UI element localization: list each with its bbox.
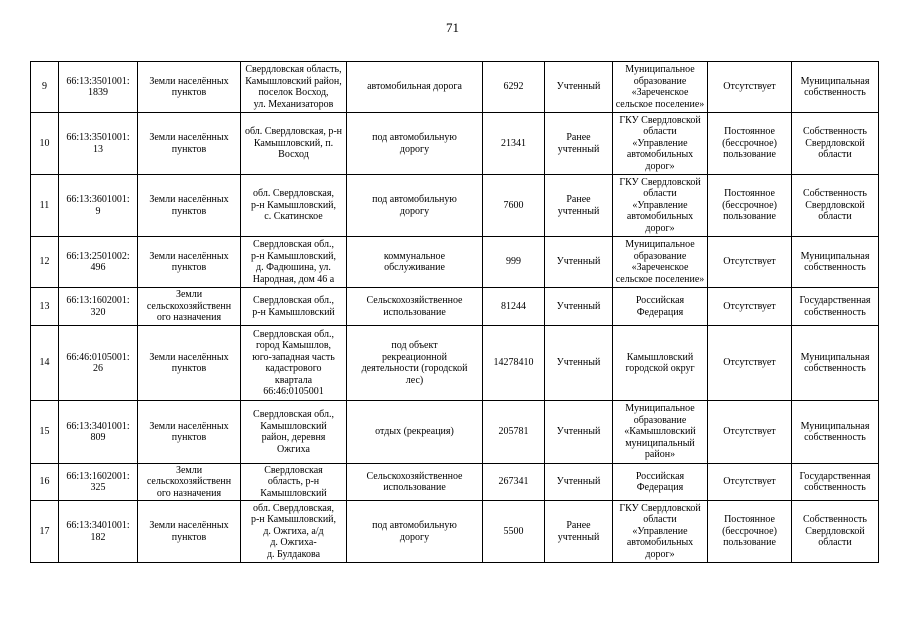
cadastral-number-cell: 66:13:2501002: 496 — [59, 237, 138, 288]
permitted-use-cell: коммунальное обслуживание — [347, 237, 483, 288]
status-cell: Ранее учтенный — [545, 501, 613, 563]
address-cell: обл. Свердловская, р-н Камышловский, д. Ожгиха, а/д д. Ожгиха- д. Булдакова — [241, 501, 347, 563]
row-number-cell: 14 — [31, 326, 59, 401]
address-cell: Свердловская обл., р-н Камышловский, д. Фадюшина, ул. Народная, дом 46 а — [241, 237, 347, 288]
rights-holder-cell: Российская Федерация — [613, 288, 708, 326]
right-type-cell: Постоянное (бессрочное) пользование — [708, 501, 792, 563]
status-cell: Ранее учтенный — [545, 113, 613, 175]
permitted-use-cell: под автомобильную дорогу — [347, 501, 483, 563]
right-type-cell: Постоянное (бессрочное) пользование — [708, 113, 792, 175]
area-cell: 205781 — [483, 401, 545, 464]
permitted-use-cell: автомобильная дорога — [347, 62, 483, 113]
area-cell: 14278410 — [483, 326, 545, 401]
ownership-form-cell: Государственная собственность — [792, 288, 879, 326]
status-cell: Учтенный — [545, 326, 613, 401]
rights-holder-cell: Муниципальное образование «Зареченское сельское поселение» — [613, 62, 708, 113]
row-number-cell: 12 — [31, 237, 59, 288]
right-type-cell: Отсутствует — [708, 326, 792, 401]
permitted-use-cell: Сельскохозяйственное использование — [347, 464, 483, 501]
area-cell: 21341 — [483, 113, 545, 175]
page-number: 71 — [446, 20, 459, 35]
status-cell: Ранее учтенный — [545, 175, 613, 237]
cadastral-number-cell: 66:13:3501001: 13 — [59, 113, 138, 175]
cadastral-number-cell: 66:13:1602001: 320 — [59, 288, 138, 326]
right-type-cell: Отсутствует — [708, 237, 792, 288]
row-number-cell: 13 — [31, 288, 59, 326]
area-cell: 5500 — [483, 501, 545, 563]
address-cell: Свердловская область, Камышловский район, поселок Восход, ул. Механизаторов — [241, 62, 347, 113]
status-cell: Учтенный — [545, 237, 613, 288]
rights-holder-cell: Камышловский городской округ — [613, 326, 708, 401]
status-cell: Учтенный — [545, 62, 613, 113]
table-row — [31, 113, 879, 175]
land-category-cell: Земли населённых пунктов — [138, 501, 241, 563]
ownership-form-cell: Муниципальная собственность — [792, 326, 879, 401]
status-cell: Учтенный — [545, 288, 613, 326]
rights-holder-cell: ГКУ Свердловской области «Управление автомобильных дорог» — [613, 113, 708, 175]
ownership-form-cell: Муниципальная собственность — [792, 237, 879, 288]
table-row — [31, 62, 879, 113]
rights-holder-cell: Российская Федерация — [613, 464, 708, 501]
right-type-cell: Отсутствует — [708, 288, 792, 326]
row-number-cell: 15 — [31, 401, 59, 464]
cadastral-number-cell: 66:13:3401001: 809 — [59, 401, 138, 464]
address-cell: Свердловская обл., р-н Камышловский — [241, 288, 347, 326]
land-category-cell: Земли населённых пунктов — [138, 237, 241, 288]
rights-holder-cell: Муниципальное образование «Зареченское сельское поселение» — [613, 237, 708, 288]
row-number-cell: 9 — [31, 62, 59, 113]
land-category-cell: Земли населённых пунктов — [138, 113, 241, 175]
address-cell: обл. Свердловская, р-н Камышловский, п. Восход — [241, 113, 347, 175]
cadastral-number-cell: 66:46:0105001: 26 — [59, 326, 138, 401]
land-plots-table — [30, 61, 879, 563]
area-cell: 999 — [483, 237, 545, 288]
address-cell: Свердловская область, р-н Камышловский — [241, 464, 347, 501]
right-type-cell: Постоянное (бессрочное) пользование — [708, 175, 792, 237]
ownership-form-cell: Собственность Свердловской области — [792, 501, 879, 563]
status-cell: Учтенный — [545, 464, 613, 501]
status-cell: Учтенный — [545, 401, 613, 464]
rights-holder-cell: ГКУ Свердловской области «Управление автомобильных дорог» — [613, 501, 708, 563]
permitted-use-cell: под автомобильную дорогу — [347, 175, 483, 237]
permitted-use-cell: под объект рекреационной деятельности (городской лес) — [347, 326, 483, 401]
ownership-form-cell: Собственность Свердловской области — [792, 113, 879, 175]
permitted-use-cell: под автомобильную дорогу — [347, 113, 483, 175]
row-number-cell: 10 — [31, 113, 59, 175]
row-number-cell: 11 — [31, 175, 59, 237]
table-row — [31, 464, 879, 501]
permitted-use-cell: Сельскохозяйственное использование — [347, 288, 483, 326]
land-category-cell: Земли населённых пунктов — [138, 175, 241, 237]
table-row — [31, 501, 879, 563]
cadastral-number-cell: 66:13:3601001: 9 — [59, 175, 138, 237]
ownership-form-cell: Государственная собственность — [792, 464, 879, 501]
land-category-cell: Земли сельскохозяйственн ого назначения — [138, 464, 241, 501]
table-row — [31, 401, 879, 464]
address-cell: Свердловская обл., Камышловский район, деревня Ожгиха — [241, 401, 347, 464]
table-row — [31, 326, 879, 401]
right-type-cell: Отсутствует — [708, 62, 792, 113]
area-cell: 6292 — [483, 62, 545, 113]
cadastral-number-cell: 66:13:3401001: 182 — [59, 501, 138, 563]
land-category-cell: Земли населённых пунктов — [138, 401, 241, 464]
area-cell: 81244 — [483, 288, 545, 326]
rights-holder-cell: ГКУ Свердловской области «Управление автомобильных дорог» — [613, 175, 708, 237]
address-cell: обл. Свердловская, р-н Камышловский, с. Скатинское — [241, 175, 347, 237]
table-body — [31, 62, 879, 563]
ownership-form-cell: Муниципальная собственность — [792, 401, 879, 464]
right-type-cell: Отсутствует — [708, 401, 792, 464]
row-number-cell: 16 — [31, 464, 59, 501]
rights-holder-cell: Муниципальное образование «Камышловский муниципальный район» — [613, 401, 708, 464]
row-number-cell: 17 — [31, 501, 59, 563]
ownership-form-cell: Муниципальная собственность — [792, 62, 879, 113]
land-category-cell: Земли населённых пунктов — [138, 62, 241, 113]
land-category-cell: Земли сельскохозяйственн ого назначения — [138, 288, 241, 326]
address-cell: Свердловская обл., город Камышлов, юго-западная часть кадастрового квартала 66:46:0105001 — [241, 326, 347, 401]
ownership-form-cell: Собственность Свердловской области — [792, 175, 879, 237]
table-row — [31, 288, 879, 326]
land-category-cell: Земли населённых пунктов — [138, 326, 241, 401]
table-row — [31, 175, 879, 237]
cadastral-number-cell: 66:13:1602001: 325 — [59, 464, 138, 501]
area-cell: 7600 — [483, 175, 545, 237]
permitted-use-cell: отдых (рекреация) — [347, 401, 483, 464]
right-type-cell: Отсутствует — [708, 464, 792, 501]
area-cell: 267341 — [483, 464, 545, 501]
cadastral-number-cell: 66:13:3501001: 1839 — [59, 62, 138, 113]
table-row — [31, 237, 879, 288]
